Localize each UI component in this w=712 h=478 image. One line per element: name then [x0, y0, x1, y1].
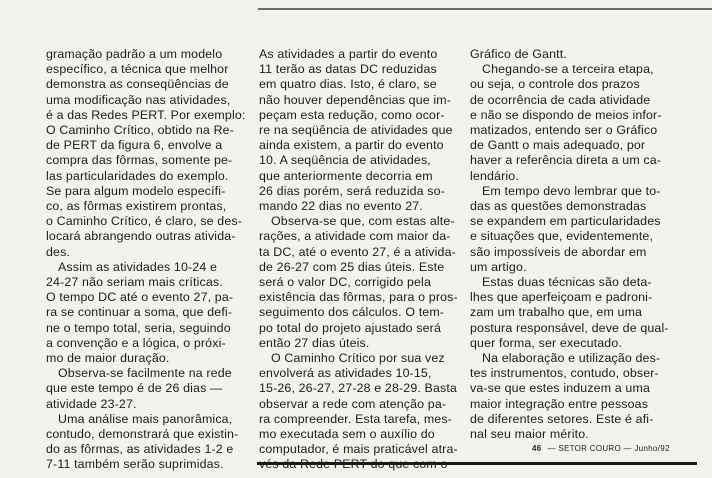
text-line: mo de maior duração. — [46, 351, 170, 366]
text-line: são impossíveis de abordar em — [470, 244, 647, 259]
text-line: 10. A seqüência de atividades, — [259, 153, 431, 168]
text-line: que este tempo é de 26 dias — — [46, 381, 223, 396]
text-line: Chegando-se a terceira etapa, — [482, 62, 654, 77]
text-line: ou seja, o controle dos prazos — [470, 77, 640, 92]
text-line: 15-26, 26-27, 27-28 e 28-29. Basta — [259, 381, 457, 396]
text-line: Observa-se que, com estas alte- — [271, 214, 455, 229]
text-line: de 26-27 com 25 dias úteis. Este — [259, 259, 445, 274]
text-line: seguimento dos cálculos. O tem- — [259, 305, 445, 320]
page-footer — [532, 444, 670, 453]
text-line: rações, a atividade com maior da- — [259, 229, 451, 244]
text-line: Observa-se facilmente na rede — [58, 366, 232, 381]
page-number: 46 — [532, 444, 542, 453]
bottom-rule — [257, 462, 697, 465]
text-column-3 — [470, 47, 682, 442]
text-line: de diferentes setores. Este é afi- — [470, 411, 654, 426]
text-line: então 27 dias úteis. — [259, 335, 370, 350]
text-line: a convenção e a lógica, o próxi- — [46, 335, 226, 350]
text-line: é a das Redes PERT. Por exemplo: — [46, 107, 246, 122]
text-line: peçam esta redução, como ocor- — [259, 107, 445, 122]
text-line: 24-27 não seriam mais críticas. — [46, 275, 223, 290]
text-line: computador, é mais praticável atra- — [259, 442, 458, 457]
text-line: va-se que estes induzem a uma — [470, 381, 650, 396]
text-line: específico, a técnica que melhor — [46, 62, 229, 77]
text-line: existência das fôrmas, para o pros- — [259, 290, 458, 305]
text-line: Gráfico de Gantt. — [470, 47, 567, 61]
text-line: o Caminho Crítico, é claro, se des- — [46, 214, 243, 229]
text-line: zam um trabalho que, em uma — [470, 305, 643, 320]
text-line: co, as fôrmas existirem prontas, — [46, 199, 227, 214]
text-line: ra compreender. Esta tarefa, mes- — [259, 411, 452, 426]
text-line: observar a rede com atenção pa- — [259, 396, 447, 411]
text-line: de Gantt o mais adequado, por — [470, 138, 646, 153]
text-line: e não se dispondo de meios infor- — [470, 107, 662, 122]
text-line: des. — [46, 244, 71, 259]
text-line: ta DC, até o evento 27, é a ativida- — [259, 244, 456, 259]
text-line: lhes que aperfeiçoam e padroni- — [470, 290, 653, 305]
text-line: envolverá as atividades 10-15, — [259, 366, 432, 381]
text-line: maior integração entre pessoas — [470, 396, 649, 411]
text-line: As atividades a partir do evento — [259, 47, 438, 61]
text-column-2 — [259, 47, 461, 473]
text-line: O tempo DC até o evento 27, pa- — [46, 290, 234, 305]
text-line: po total do projeto ajustado será — [259, 320, 441, 335]
text-line: O Caminho Crítico, obtido na Re- — [46, 123, 234, 138]
text-line: 7-11 também serão suprimidas. — [46, 457, 224, 472]
text-line: ainda existem, a partir do evento — [259, 138, 444, 153]
text-column-1 — [46, 47, 246, 473]
text-line: mando 22 dias no evento 27. — [259, 199, 423, 214]
text-line: atividade 23-27. — [46, 396, 137, 411]
text-line: compra das fôrmas, somente pe- — [46, 153, 233, 168]
text-line: postura responsável, deve de qual- — [470, 320, 669, 335]
text-line: se expandem em particularidades — [470, 214, 661, 229]
text-line: re na seqüência de atividades que — [259, 123, 453, 138]
text-line: das as questões demonstradas — [470, 199, 647, 214]
text-line: Em tempo devo lembrar que to- — [482, 183, 661, 198]
text-line: uma modificação nas atividades, — [46, 92, 231, 107]
text-line: em quatro dias. Isto, é claro, se — [259, 77, 437, 92]
text-line: gramação padrão a um modelo — [46, 47, 223, 61]
text-line: Uma análise mais panorâmica, — [58, 411, 233, 426]
text-line: será o valor DC, corrigido pela — [259, 275, 431, 290]
text-line: haver a referência direta a um ca- — [470, 153, 662, 168]
text-line: O Caminho Crítico por sua vez — [271, 351, 445, 366]
text-line: um artigo. — [470, 259, 527, 274]
text-line: ne o tempo total, seria, seguindo — [46, 320, 231, 335]
text-line: locará abrangendo outras ativida- — [46, 229, 236, 244]
text-line: Estas duas técnicas são deta- — [482, 275, 652, 290]
text-line: lendário. — [470, 168, 519, 183]
top-rule — [258, 8, 712, 10]
text-line: e situações que, evidentemente, — [470, 229, 654, 244]
text-line: mo executada sem o auxílio do — [259, 427, 435, 442]
text-line: de ocorrência de cada atividade — [470, 92, 651, 107]
text-line: contudo, demonstrará que existin- — [46, 427, 239, 442]
text-line: Assim as atividades 10-24 e — [58, 259, 218, 274]
text-line: não houver dependências que im- — [259, 92, 452, 107]
text-line: 11 terão as datas DC reduzidas — [259, 62, 437, 77]
text-line: Se para algum modelo específi- — [46, 183, 226, 198]
text-line: 26 dias porém, será reduzida so- — [259, 183, 445, 198]
text-line: nal seu maior mérito. — [470, 427, 589, 442]
text-line: do as fôrmas, as atividades 1-2 e — [46, 442, 234, 457]
text-line — [259, 457, 461, 472]
text-line: matizados, entendo ser o Gráfico — [470, 123, 658, 138]
text-line: que anteriormente decorria em — [259, 168, 433, 183]
text-line: demonstra as conseqüências de — [46, 77, 229, 92]
text-line: ra se continuar a soma, que defi- — [46, 305, 233, 320]
text-line: de PERT da figura 6, envolve a — [46, 138, 223, 153]
text-line: quer forma, ser executado. — [470, 335, 622, 350]
footer-publication: — SETOR COURO — Junho/92 — [547, 444, 670, 453]
text-line: Na elaboração e utilização des- — [482, 351, 661, 366]
text-line: las particularidades do exemplo. — [46, 168, 229, 183]
text-line: tes instrumentos, contudo, obser- — [470, 366, 659, 381]
